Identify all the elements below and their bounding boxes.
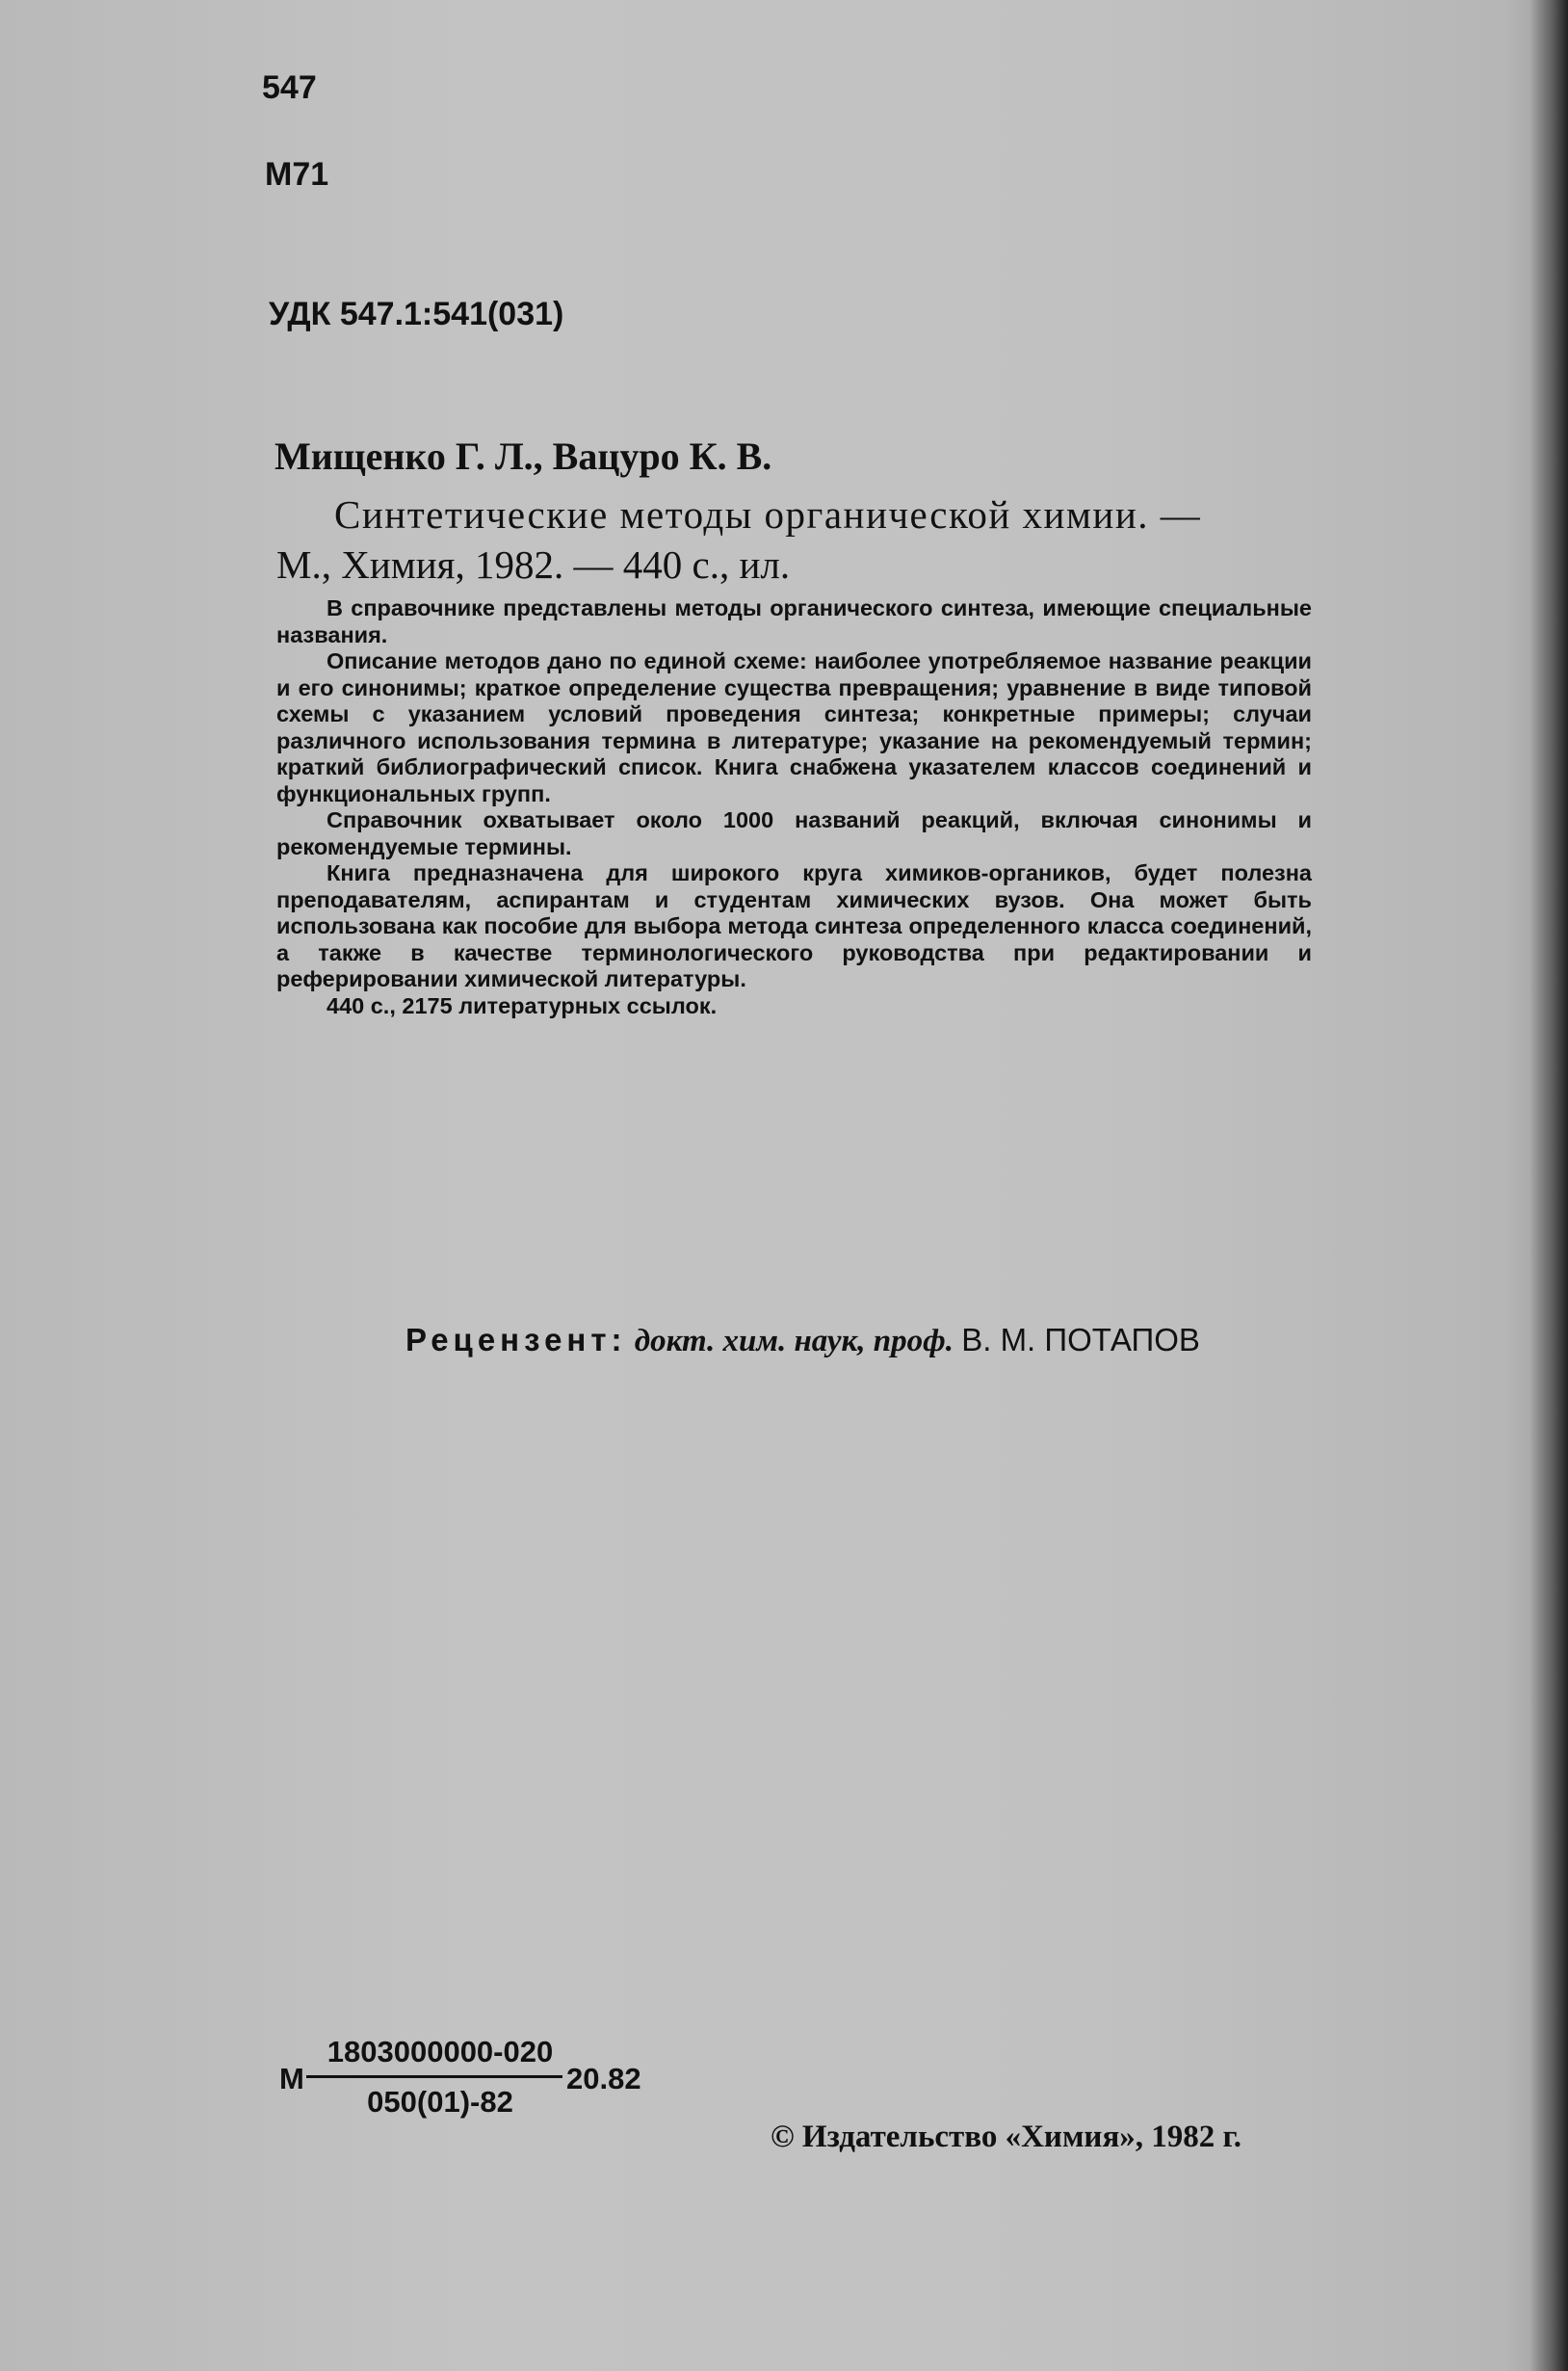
authors: Мищенко Г. Л., Вацуро К. В.: [274, 435, 772, 478]
reviewer-role: Рецензент:: [405, 1322, 627, 1357]
fraction-line: [306, 2075, 562, 2078]
abstract-paragraph: Книга предназначена для широкого круга химиков-органиков, будет полезна преподавателям, аспирантам и студентам химических вузов. Она может быть использована как пособие для выбора метода синтеза определенного класса соединений, а также в качестве терминологического руководства при редактировании и реферировании химической литературы.: [276, 860, 1312, 991]
price-code-suffix: 20.82: [566, 2062, 641, 2095]
abstract-paragraph: Справочник охватывает около 1000 названий реакций, включая синонимы и рекомендуемые термины.: [276, 807, 1312, 859]
book-title-line: Синтетические методы органической химии. —: [334, 492, 1202, 537]
copyright-notice: © Издательство «Химия», 1982 г.: [771, 2120, 1242, 2154]
bibliographic-description: [276, 489, 1312, 590]
class-number: 547: [262, 69, 317, 106]
price-code-numerator: 1803000000-020: [327, 2035, 554, 2068]
imprint-line: М., Химия, 1982. — 440 с., ил.: [276, 542, 791, 587]
reviewer-degree: докт. хим. наук, проф.: [634, 1324, 954, 1358]
reviewer-name: В. М. ПОТАПОВ: [961, 1322, 1200, 1357]
abstract-paragraph: В справочнике представлены методы органического синтеза, имеющие специальные названия.: [276, 595, 1312, 647]
abstract-paragraph: Описание методов дано по единой схеме: наиболее употребляемое название реакции и его синонимы; краткое определение существа превращения; уравнение в виде типовой схемы с указанием условий проведения синтеза; конкретные примеры; случаи различного использования термина в литературе; указание на рекомендуемый термин; краткий библиографический список. Книга снабжена указателем классов соединений и функциональных групп.: [276, 648, 1312, 806]
price-code-denominator: 050(01)-82: [367, 2085, 513, 2119]
price-code-prefix: М: [279, 2062, 304, 2095]
author-mark: М71: [265, 156, 329, 193]
abstract-paragraph: 440 с., 2175 литературных ссылок.: [327, 992, 718, 1018]
page-edge-shadow: [1529, 0, 1568, 2371]
reviewer-line: [405, 1322, 1200, 1359]
udk-code: УДК 547.1:541(031): [269, 296, 564, 332]
abstract: [276, 595, 1312, 1019]
